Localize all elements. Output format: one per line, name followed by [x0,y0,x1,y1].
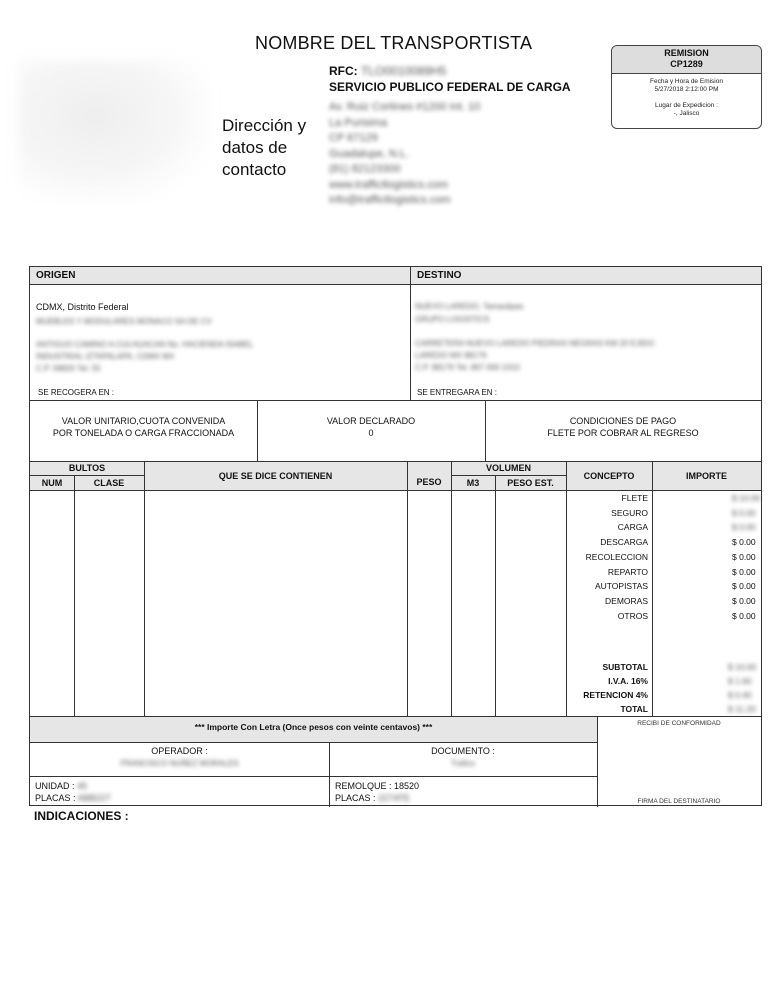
rfc-value: TLO0010089H5 [361,64,447,78]
origen-address1: ANTIGUO CAMINO A CULHUACAN No. HACIENDA ISABEL [36,340,254,349]
valor-declarado [257,415,485,439]
total-value: $ 1.60 [728,676,752,686]
concepto-label: RECOLECCION [585,551,648,562]
placas-label: PLACAS : [35,793,76,803]
num-header: NUM [41,478,63,488]
importes-list [732,491,762,621]
total-label: I.V.A. 16% [608,676,648,686]
importe-value: $ 0.00 [732,581,756,592]
origen-address2: INDUSTRIAL IZTAPALAPA, CDMX MX [36,352,175,361]
destino-company: GRUPO LOGISTICS [415,315,490,324]
recoger-label: SE RECOGERA EN : [38,388,115,397]
importe-header: IMPORTE [685,471,727,481]
unidad-label: UNIDAD : [35,781,75,791]
remision-title: REMISION [664,48,709,58]
destino-address1: CARRETERA NUEVO LAREDO PIEDRAS NEGRAS KM 20 EJIDO [415,339,655,348]
placas-value: ABB227 [77,793,111,803]
carta-porte-form [29,266,762,806]
address-line: La Purisima [329,116,388,129]
address-line: Av. Ruiz Cortines #1200 Int. 10 [329,101,481,113]
total-label: TOTAL [620,704,648,714]
total-label: SUBTOTAL [602,662,648,672]
importe-letra: *** Importe Con Letra (Once pesos con veinte centavos) *** [194,722,433,732]
importe-value: $ 0.00 [732,595,756,606]
address-line: (81) 82123300 [329,163,401,175]
concepto-header: CONCEPTO [583,471,635,481]
recibi-conformidad: RECIBI DE CONFORMIDAD [637,720,721,727]
address-line: info@traffictlogistics.com [329,194,451,206]
address-line: Guadalupe, N.L. [329,147,410,160]
fecha-value: 5/27/2018 2:12:00 PM [654,86,719,93]
rfc-line [329,64,446,78]
concepto-label: FLETE [621,493,648,503]
importe-value: $ 0.00 [732,551,756,562]
origen-city: CDMX, Distrito Federal [36,302,129,312]
importe-value: $ 0.00 [732,566,756,577]
carrier-name: NOMBRE DEL TRANSPORTISTA [255,33,533,53]
valor-declarado-label: VALOR DECLARADO [326,416,416,426]
address-line: CP 67129 [329,132,378,144]
volumen-header: VOLUMEN [486,463,531,473]
unidad-value: 45 [77,781,88,791]
origen-cp: C.P. 09820 Tel. 55 [36,364,101,373]
destino-city: NUEVO LAREDO, Tamaulipas [415,302,524,311]
importe-value: $ 0.00 [732,522,756,533]
peso-header: PESO [416,477,442,487]
remision-header [612,46,761,74]
destino-label: DESTINO [417,270,462,281]
concepto-label: DESCARGA [600,537,648,548]
fecha-label: Fecha y Hora de Emision [650,78,723,85]
importe-value: $ 10.00 [732,493,761,503]
bultos-header: BULTOS [68,463,106,473]
remolque-value: 18520 [394,781,420,791]
company-logo-blurred [18,60,208,200]
peso-est-header: PESO EST. [507,478,554,488]
concepto-label: AUTOPISTAS [594,581,648,592]
operador-value: FRANCISCO NUÑEZ MORALES [120,759,239,768]
valor-unitario-line1: VALOR UNITARIO,CUOTA CONVENIDA [61,416,226,426]
condiciones-value: FLETE POR COBRAR AL REGRESO [547,428,699,438]
remision-box [611,45,762,129]
documento-label: DOCUMENTO : [431,746,495,756]
condiciones-pago [485,415,761,439]
placas2-value: 227ATE [378,793,410,803]
concepto-label: OTROS [617,610,648,621]
lugar-value: -, Jalisco [673,110,700,117]
remision-number: CP1289 [670,59,703,69]
indicaciones-label: INDICACIONES : [34,809,129,823]
remolque-label: REMOLQUE : [335,781,392,791]
concepto-label: DEMORAS [605,595,648,606]
address-block [329,100,480,209]
placas2-label: PLACAS : [335,793,376,803]
documento-value: Trafico [450,759,476,768]
entregar-label: SE ENTREGARA EN : [417,388,498,397]
origen-company: MUEBLES Y MODULARES MONACO SA DE CV [36,317,212,326]
destino-address2: LAREDO MX 88176 [415,351,487,360]
importe-value: $ 0.00 [732,507,756,518]
totales-values [728,660,762,716]
address-line: www.traffictlogistics.com [329,178,448,191]
total-value: $ 0.40 [728,690,752,700]
origen-label: ORIGEN [36,270,76,281]
total-value: $ 11.20 [728,704,756,714]
operador-label: OPERADOR : [151,746,208,756]
conceptos-list [566,491,648,621]
concepto-label: SEGURO [611,507,648,518]
concepto-label: CARGA [617,522,648,533]
valor-declarado-value: 0 [368,428,374,438]
m3-header: M3 [466,478,480,488]
destino-cp: C.P. 88176 Tel. 867 000 1010 [415,363,520,372]
importe-value: $ 0.00 [732,610,756,621]
condiciones-label: CONDICIONES DE PAGO [569,416,677,426]
totales-list [566,660,648,716]
total-value: $ 10.00 [728,662,757,672]
remolque-placas [335,780,419,804]
clase-header: CLASE [93,478,125,488]
firma-destinatario: FIRMA DEL DESTINATARIO [637,798,721,805]
direccion-label: Dirección y datos de contacto [222,116,307,179]
importe-value: $ 0.00 [732,537,756,548]
concepto-label: REPARTO [607,566,648,577]
contienen-header: QUE SE DICE CONTIENEN [218,471,333,481]
lugar-label: Lugar de Expedicion : [655,102,718,109]
rfc-label: RFC: [329,64,358,78]
total-label: RETENCION 4% [583,690,648,700]
service-type: SERVICIO PUBLICO FEDERAL DE CARGA [329,80,571,94]
valor-unitario-line2: POR TONELADA O CARGA FRACCIONADA [52,428,235,438]
origen-destino-header [30,267,761,285]
unidad-placas [35,780,111,804]
valor-unitario [30,415,257,439]
